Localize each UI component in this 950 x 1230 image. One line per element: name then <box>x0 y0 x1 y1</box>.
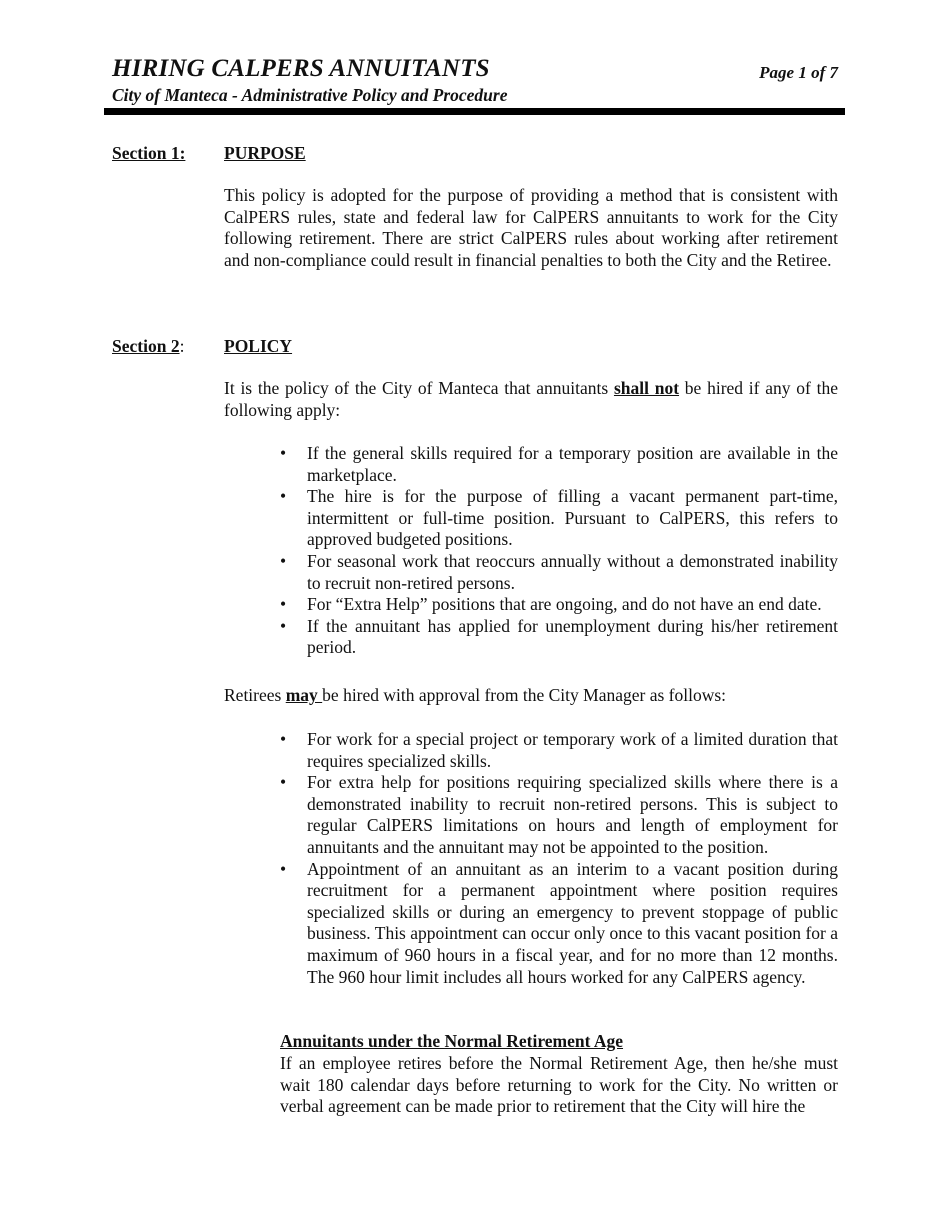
shall-not-list <box>280 443 838 659</box>
list-item-text: The hire is for the purpose of filling a vacant permanent part-time, intermittent or full-time position. Pursuant to CalPERS, this refers to approved budgeted positions. <box>307 486 838 550</box>
list-item <box>280 729 838 772</box>
may-intro <box>224 685 838 707</box>
list-item <box>280 859 838 989</box>
section1-body: This policy is adopted for the purpose of providing a method that is consistent with CalPERS rules, state and federal law for CalPERS annuitants to work for the City following retirement. There are strict CalPERS rules about working after retirement and non-compliance could result in financial penalties to both the City and the Retiree. <box>224 185 838 270</box>
section2-label-colon: : <box>179 336 185 356</box>
section2-label <box>112 336 184 357</box>
list-item <box>280 616 838 659</box>
list-item-text: Appointment of an annuitant as an interim to a vacant position during recruitment for a permanent appointment where position requires specialized skills or during an emergency to prevent stoppage of public business. This appointment can occur only once to this vacant position for a maximum of 960 hours in a fiscal year, and for no more than 12 months. The 960 hour limit includes all hours worked for any CalPERS agency. <box>307 858 838 987</box>
section2-intro <box>224 378 838 421</box>
list-item-text: For work for a special project or temporary work of a limited duration that requires specialized skills. <box>307 729 838 771</box>
subsection-body: If an employee retires before the Normal Retirement Age, then he/she must wait 180 calendar days before returning to work for the City. No written or verbal agreement can be made prior to retirement that the City will hire the <box>280 1053 838 1117</box>
document-title: HIRING CALPERS ANNUITANTS <box>112 55 490 82</box>
may-text-before: Retirees <box>224 685 286 705</box>
bullet-icon: • <box>280 594 287 615</box>
list-item-text: For “Extra Help” positions that are ongoing, and do not have an end date. <box>307 594 822 615</box>
list-item <box>280 443 838 486</box>
section1-title: PURPOSE <box>224 143 306 163</box>
intro-emphasis-shall-not: shall not <box>613 378 680 398</box>
list-item <box>280 594 838 616</box>
bullet-icon: • <box>280 858 287 879</box>
bullet-icon: • <box>280 486 287 507</box>
bullet-icon: • <box>280 443 287 463</box>
section1-label-text: Section 1: <box>112 143 186 163</box>
subsection-title: Annuitants under the Normal Retirement Age <box>280 1031 624 1051</box>
document-subtitle: City of Manteca - Administrative Policy and Procedure <box>112 85 508 105</box>
bullet-icon: • <box>280 615 287 636</box>
bullet-icon: • <box>280 550 287 571</box>
list-item <box>280 486 838 551</box>
may-emphasis: may <box>285 685 323 705</box>
list-item-text: For extra help for positions requiring specialized skills where there is a demonstrated inability to recruit non-retired persons. This is subject to regular CalPERS limitations on hours and length of employment for annuitants and the annuitant may not be appointed to the position. <box>307 772 838 857</box>
list-item-text: For seasonal work that reoccurs annually without a demonstrated inability to recruit non-retired persons. <box>307 550 838 593</box>
bullet-icon: • <box>280 772 287 793</box>
section2-title: POLICY <box>224 336 293 356</box>
intro-text-after: be hired if any of the following apply: <box>224 378 838 420</box>
intro-text-before: It is the policy of the City of Manteca that annuitants <box>224 378 614 398</box>
list-item <box>280 551 838 594</box>
list-item-text: If the annuitant has applied for unemployment during his/her retirement period. <box>307 615 838 658</box>
list-item-text: If the general skills required for a temporary position are available in the marketplace. <box>307 443 838 485</box>
section2-label-text: Section 2 <box>112 336 180 356</box>
bullet-icon: • <box>280 729 287 749</box>
list-item <box>280 772 838 858</box>
may-text-after: be hired with approval from the City Manager as follows: <box>322 685 727 705</box>
header-rule <box>104 108 845 115</box>
may-list <box>280 729 838 988</box>
section1-label <box>112 143 185 164</box>
page-number: Page 1 of 7 <box>759 63 838 82</box>
